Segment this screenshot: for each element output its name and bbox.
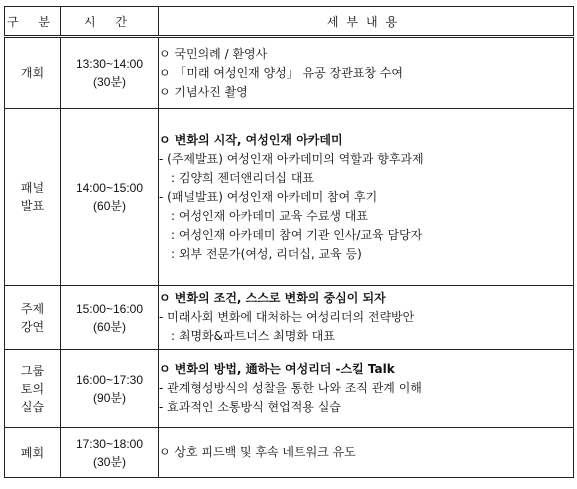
category-text: 폐회 [20, 445, 45, 460]
header-details: 세부내용 [159, 7, 574, 37]
section-heading: ㅇ 변화의 조건, 스스로 변화의 중심이 되자 [159, 291, 386, 305]
category-text: 패널 [20, 181, 45, 195]
table-header-row [5, 7, 574, 37]
detail-line: : 외부 전문가(여성, 리더십, 교육 등) [171, 246, 362, 261]
category-cell [5, 428, 61, 478]
category-cell [5, 286, 61, 350]
detail-line: - 관계형성방식의 성찰을 통한 나와 조직 관계 이해 [159, 381, 422, 395]
time-range: 16:00~17:30 [75, 372, 144, 387]
duration: (30분) [93, 75, 126, 89]
category-text: 주제 [20, 301, 45, 316]
duration: (60분) [93, 199, 126, 213]
category-text: 그룹 [20, 363, 45, 378]
table-row [5, 428, 574, 478]
detail-line: - 미래사회 변화에 대처하는 여성리더의 전략방안 [159, 310, 415, 324]
table-body [5, 37, 574, 478]
time-cell [61, 286, 159, 350]
time-range: 14:00~15:00 [75, 181, 144, 195]
category-cell [5, 37, 61, 109]
category-cell [5, 350, 61, 428]
section-heading: ㅇ 변화의 방법, 通하는 여성리더 -스킬 Talk [159, 362, 395, 376]
schedule-table [4, 6, 574, 478]
time-cell [61, 428, 159, 478]
detail-cell [159, 286, 574, 350]
detail-cell [159, 109, 574, 286]
table-row [5, 350, 574, 428]
detail-cell [159, 428, 574, 478]
time-range: 15:00~16:00 [75, 301, 144, 316]
detail-line: : 여성인재 아카데미 참여 기관 인사/교육 담당자 [171, 227, 423, 242]
detail-line: - (주제발표) 여성인재 아카데미의 역할과 향후과제 [159, 151, 424, 166]
detail-line: - 효과적인 소통방식 현업적용 실습 [159, 400, 341, 414]
detail-line: ㅇ 「미래 여성인재 양성」 유공 장관표창 수여 [159, 65, 403, 80]
time-range: 13:30~14:00 [75, 57, 144, 71]
table-row [5, 37, 574, 109]
detail-line: : 최명화&파트너스 최명화 대표 [171, 329, 335, 343]
detail-line: ㅇ 상호 피드백 및 후속 네트워크 유도 [159, 445, 356, 459]
duration: (60분) [93, 319, 126, 334]
section-heading: ㅇ 변화의 시작, 여성인재 아카데미 [159, 132, 343, 147]
header-time: 시 간 [61, 7, 159, 37]
detail-line: : 김양희 젠더앤리더십 대표 [171, 170, 314, 185]
detail-cell [159, 350, 574, 428]
duration: (90분) [93, 390, 126, 405]
detail-line: ㅇ 기념사진 촬영 [159, 84, 248, 99]
category-text: 강연 [20, 319, 45, 334]
duration: (30분) [93, 454, 126, 469]
time-range: 17:30~18:00 [75, 436, 144, 451]
category-text: 발표 [20, 199, 45, 213]
category-cell [5, 109, 61, 286]
time-cell [61, 109, 159, 286]
detail-line: - (패널발표) 여성인재 아카데미 참여 후기 [159, 189, 378, 204]
detail-line: ㅇ 국민의례 / 환영사 [159, 46, 268, 61]
detail-line: : 여성인재 아카데미 교육 수료생 대표 [171, 208, 368, 223]
detail-cell [159, 37, 574, 109]
table-row [5, 286, 574, 350]
time-cell [61, 350, 159, 428]
category-text: 토의 [20, 381, 45, 396]
time-cell [61, 37, 159, 109]
category-text: 개회 [20, 66, 45, 80]
header-category: 구 분 [5, 7, 61, 37]
table-row [5, 109, 574, 286]
category-text: 실습 [20, 399, 45, 414]
